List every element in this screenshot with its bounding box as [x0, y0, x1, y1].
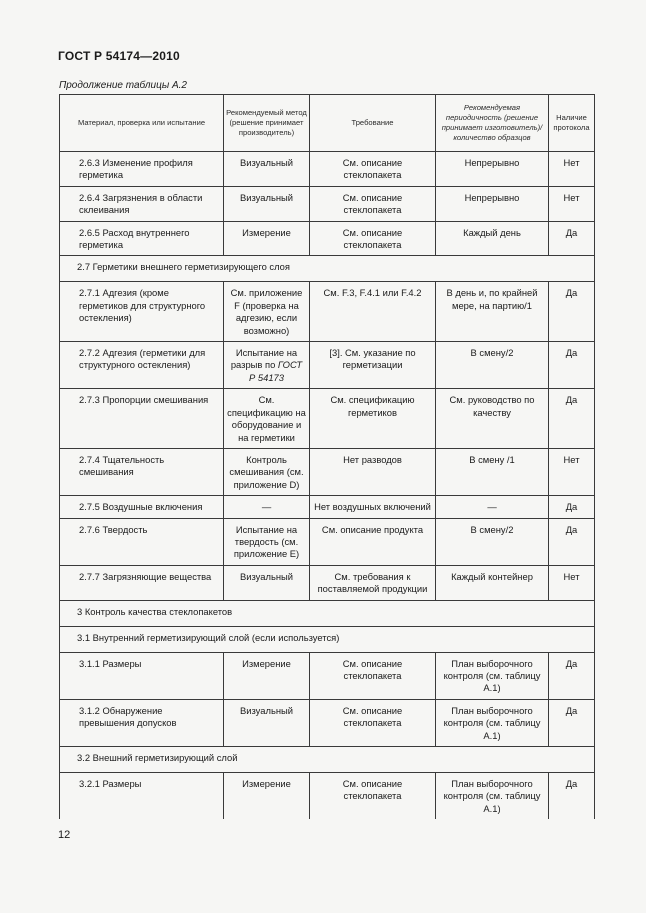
cell-requirement: См. спецификацию герметиков — [310, 389, 436, 449]
cell-protocol: Да — [549, 773, 595, 820]
cell-method: См. приложение F (проверка на адгезию, если возможно) — [224, 282, 310, 342]
cell-requirement: См. F.3, F.4.1 или F.4.2 — [310, 282, 436, 342]
cell-frequency: В смену /1 — [436, 448, 549, 495]
cell-test: 2.7.5 Воздушные включения — [60, 496, 224, 518]
table-row — [60, 448, 595, 495]
cell-method: — — [224, 496, 310, 518]
cell-frequency: Непрерывно — [436, 152, 549, 187]
cell-frequency: План выборочного контроля (см. таблицу А.1) — [436, 699, 549, 746]
cell-protocol: Нет — [549, 186, 595, 221]
table-header-row — [60, 95, 595, 152]
method-text: Испытание на разрыв по — [230, 347, 298, 371]
cell-frequency: Каждый день — [436, 221, 549, 256]
cell-requirement: См. требования к поставляемой продукции — [310, 565, 436, 600]
cell-test: 2.7.7 Загрязняющие вещества — [60, 565, 224, 600]
cell-requirement: Нет разводов — [310, 448, 436, 495]
cell-test: 2.6.3 Изменение профиля герметика — [60, 152, 224, 187]
header-protocol: Наличие протокола — [549, 95, 595, 152]
table-row — [60, 518, 595, 565]
cell-test: 3.1.2 Обнаружение превышения допусков — [60, 699, 224, 746]
cell-method: Визуальный — [224, 699, 310, 746]
cell-method: Контроль смешивания (см. приложение D) — [224, 448, 310, 495]
cell-protocol: Да — [549, 221, 595, 256]
cell-test: 2.6.5 Расход внутреннего герметика — [60, 221, 224, 256]
table-row — [60, 342, 595, 389]
cell-method: Визуальный — [224, 565, 310, 600]
cell-test: 2.7.6 Твердость — [60, 518, 224, 565]
cell-protocol: Да — [549, 699, 595, 746]
cell-method: Измерение — [224, 221, 310, 256]
cell-protocol: Да — [549, 389, 595, 449]
requirements-table — [59, 94, 595, 819]
table-row — [60, 773, 595, 820]
cell-frequency: В день и, по крайней мере, на партию/1 — [436, 282, 549, 342]
header-frequency: Рекомендуемая периодичность (решение принимает изготовитель)/количество образцов — [436, 95, 549, 152]
cell-requirement: [3]. См. указание по герметизации — [310, 342, 436, 389]
cell-frequency: В смену/2 — [436, 342, 549, 389]
cell-test: 3.2.1 Размеры — [60, 773, 224, 820]
cell-frequency: См. руководство по качеству — [436, 389, 549, 449]
table-row — [60, 389, 595, 449]
table-row — [60, 282, 595, 342]
cell-test: 2.7.2 Адгезия (герметики для структурного остекления) — [60, 342, 224, 389]
cell-method — [224, 342, 310, 389]
header-test: Материал, проверка или испытание — [60, 95, 224, 152]
cell-frequency: Каждый контейнер — [436, 565, 549, 600]
cell-requirement: См. описание стеклопакета — [310, 221, 436, 256]
table-row — [60, 186, 595, 221]
cell-test: 2.7.1 Адгезия (кроме герметиков для структурного остекления) — [60, 282, 224, 342]
cell-frequency: — — [436, 496, 549, 518]
cell-method: См. спецификацию на оборудование и на герметики — [224, 389, 310, 449]
cell-test: 2.6.4 Загрязнения в области склеивания — [60, 186, 224, 221]
section-heading: 3.2 Внешний герметизирующий слой — [60, 747, 595, 773]
section-row — [60, 747, 595, 773]
cell-protocol: Да — [549, 652, 595, 699]
cell-frequency: План выборочного контроля (см. таблицу А.1) — [436, 652, 549, 699]
cell-method: Измерение — [224, 652, 310, 699]
cell-protocol: Нет — [549, 152, 595, 187]
table-row — [60, 496, 595, 518]
section-row — [60, 600, 595, 626]
cell-test: 2.7.4 Тщательность смешивания — [60, 448, 224, 495]
table-row — [60, 652, 595, 699]
cell-requirement: См. описание стеклопакета — [310, 652, 436, 699]
cell-protocol: Нет — [549, 565, 595, 600]
cell-method: Визуальный — [224, 152, 310, 187]
cell-requirement: См. описание стеклопакета — [310, 699, 436, 746]
cell-method: Визуальный — [224, 186, 310, 221]
table-row — [60, 221, 595, 256]
table-row — [60, 699, 595, 746]
cell-requirement: См. описание продукта — [310, 518, 436, 565]
table-row — [60, 565, 595, 600]
document-code: ГОСТ Р 54174—2010 — [58, 49, 180, 63]
section-row — [60, 256, 595, 282]
standard-reference: ГОСТ Р 54173 — [249, 359, 303, 383]
cell-requirement: См. описание стеклопакета — [310, 152, 436, 187]
cell-protocol: Нет — [549, 448, 595, 495]
cell-frequency: Непрерывно — [436, 186, 549, 221]
cell-test: 2.7.3 Пропорции смешивания — [60, 389, 224, 449]
cell-protocol: Да — [549, 496, 595, 518]
cell-protocol: Да — [549, 518, 595, 565]
cell-method: Измерение — [224, 773, 310, 820]
page-number: 12 — [58, 829, 71, 841]
header-requirement: Требование — [310, 95, 436, 152]
cell-method: Испытание на твердость (см. приложение Е) — [224, 518, 310, 565]
cell-requirement: Нет воздушных включений — [310, 496, 436, 518]
table-row — [60, 152, 595, 187]
section-heading: 3.1 Внутренний герметизирующий слой (если используется) — [60, 626, 595, 652]
header-method: Рекомендуемый метод (решение принимает производитель) — [224, 95, 310, 152]
section-heading: 2.7 Герметики внешнего герметизирующего слоя — [60, 256, 595, 282]
section-heading: 3 Контроль качества стеклопакетов — [60, 600, 595, 626]
cell-test: 3.1.1 Размеры — [60, 652, 224, 699]
cell-requirement: См. описание стеклопакета — [310, 773, 436, 820]
cell-protocol: Да — [549, 342, 595, 389]
cell-protocol: Да — [549, 282, 595, 342]
cell-frequency: В смену/2 — [436, 518, 549, 565]
cell-frequency: План выборочного контроля (см. таблицу А.1) — [436, 773, 549, 820]
section-row — [60, 626, 595, 652]
cell-requirement: См. описание стеклопакета — [310, 186, 436, 221]
table-caption: Продолжение таблицы А.2 — [59, 80, 187, 91]
